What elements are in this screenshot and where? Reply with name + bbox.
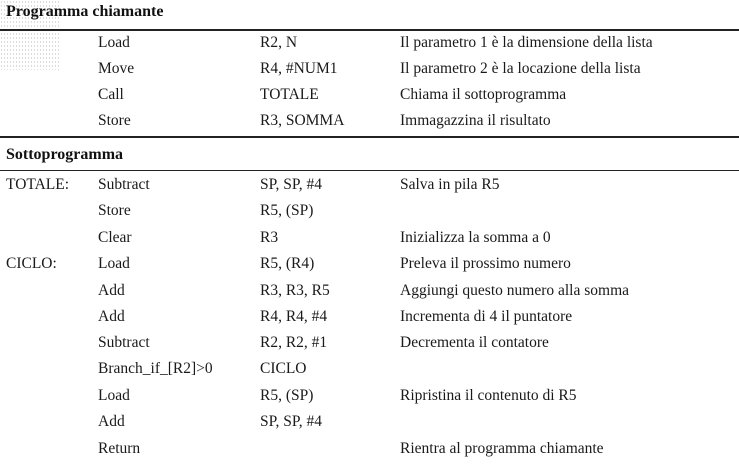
code-operands: R4, R4, #4 — [260, 308, 328, 325]
code-instruction: Add — [98, 282, 125, 299]
code-comment: Immagazzina il risultato — [400, 112, 551, 129]
code-comment: Aggiungi questo numero alla somma — [400, 282, 630, 299]
code-row — [0, 200, 739, 222]
code-comment: Rientra al programma chiamante — [400, 440, 604, 457]
code-row — [0, 84, 739, 106]
code-row — [0, 32, 739, 54]
code-row — [0, 438, 739, 460]
code-operands: SP, SP, #4 — [260, 176, 323, 193]
code-comment: Ripristina il contenuto di R5 — [400, 387, 577, 404]
code-comment: Chiama il sottoprogramma — [400, 86, 567, 103]
rule-subroutine — [0, 170, 739, 171]
code-instruction: Add — [98, 308, 125, 325]
code-row — [0, 253, 739, 275]
code-instruction: Clear — [98, 229, 132, 246]
code-row — [0, 385, 739, 407]
code-comment: Preleva il prossimo numero — [400, 255, 571, 272]
rule-top — [0, 29, 739, 31]
code-row — [0, 332, 739, 354]
code-operands: R4, #NUM1 — [260, 60, 338, 77]
code-row — [0, 58, 739, 80]
code-instruction: Load — [98, 387, 130, 404]
code-operands: R3 — [260, 229, 279, 246]
code-operands: R3, R3, R5 — [260, 282, 330, 299]
code-instruction: Load — [98, 255, 130, 272]
code-comment: Il parametro 2 è la locazione della lista — [400, 60, 641, 77]
section-title-caller: Programma chiamante — [6, 3, 164, 20]
code-label: CICLO: — [6, 255, 57, 272]
code-row — [0, 174, 739, 196]
code-row — [0, 358, 739, 380]
code-comment: Incrementa di 4 il puntatore — [400, 308, 573, 325]
code-operands: R5, (R4) — [260, 255, 315, 272]
code-instruction: Branch_if_[R2]>0 — [98, 360, 213, 377]
code-operands: TOTALE — [260, 86, 319, 103]
code-operands: R5, (SP) — [260, 202, 314, 219]
code-instruction: Return — [98, 440, 141, 457]
code-operands: R2, R2, #1 — [260, 334, 328, 351]
code-row — [0, 306, 739, 328]
code-instruction: Subtract — [98, 176, 150, 193]
code-row — [0, 411, 739, 433]
code-operands: R5, (SP) — [260, 387, 314, 404]
code-instruction: Add — [98, 413, 125, 430]
code-comment: Inizializza la somma a 0 — [400, 229, 551, 246]
code-instruction: Load — [98, 34, 130, 51]
code-row — [0, 280, 739, 302]
code-row — [0, 110, 739, 132]
rule-middle — [0, 136, 739, 138]
code-instruction: Store — [98, 112, 131, 129]
section-title-subroutine: Sottoprogramma — [6, 146, 124, 163]
code-operands: R3, SOMMA — [260, 112, 345, 129]
code-comment: Salva in pila R5 — [400, 176, 500, 193]
code-instruction: Store — [98, 202, 131, 219]
code-instruction: Move — [98, 60, 135, 77]
code-operands: SP, SP, #4 — [260, 413, 323, 430]
code-instruction: Call — [98, 86, 124, 103]
code-instruction: Subtract — [98, 334, 150, 351]
code-operands: CICLO — [260, 360, 307, 377]
code-comment: Decrementa il contatore — [400, 334, 549, 351]
code-row — [0, 227, 739, 249]
code-label: TOTALE: — [6, 176, 70, 193]
code-comment: Il parametro 1 è la dimensione della lista — [400, 34, 653, 51]
code-operands: R2, N — [260, 34, 298, 51]
